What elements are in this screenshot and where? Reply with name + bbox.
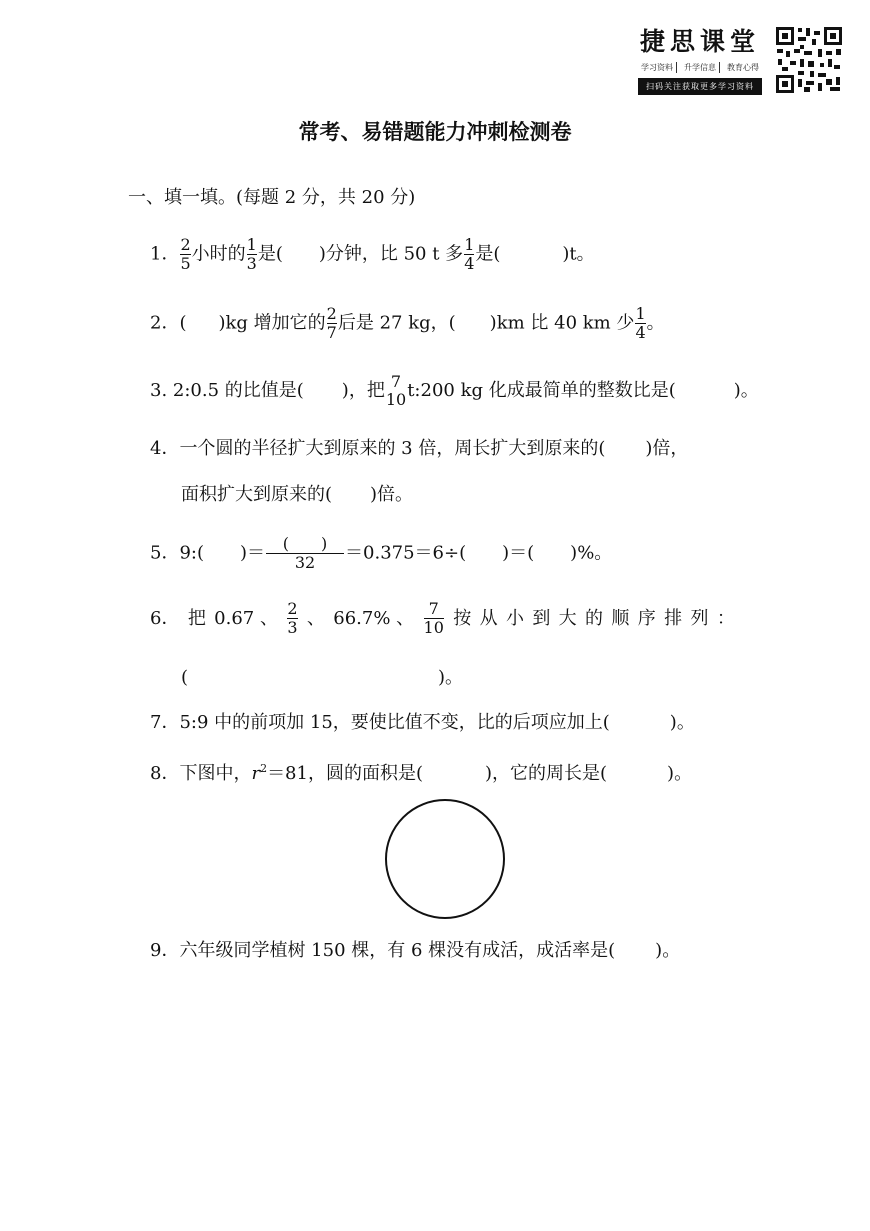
question-text: )，它的周长是( [485, 763, 608, 784]
question-9 [150, 939, 680, 963]
brand-block [638, 22, 762, 95]
question-text: 小时的 [191, 243, 246, 265]
brand-tag: 学习资料 [638, 62, 677, 73]
page-title: 常考、易错题能力冲刺检测卷 [298, 120, 572, 144]
question-text: ＝0.375＝6÷( [345, 542, 467, 564]
question-text: 是( [475, 243, 501, 265]
question-text: 到 [532, 607, 551, 629]
question-2 [150, 305, 665, 342]
question-text: 把 [187, 607, 206, 629]
question-text: )。 [669, 712, 695, 733]
question-text: 按 [453, 607, 472, 629]
question-text: 、 [306, 607, 325, 629]
question-6-line-1 [150, 600, 735, 637]
exponent: 2 [260, 762, 268, 775]
question-text: 3. 2:0.5 的比值是( [150, 380, 304, 401]
question-text: 大 [558, 607, 577, 629]
fraction: $\frac{7}{10}$ [423, 599, 444, 637]
question-text: 面积扩大到原来的( [181, 484, 333, 505]
fraction: $\frac{( )}{32}$ [266, 535, 344, 572]
brand-name: 捷思课堂 [639, 27, 760, 56]
circle-figure [383, 797, 507, 921]
question-number: 1． [150, 243, 180, 265]
question-text: 序 [637, 607, 656, 629]
qr-code-icon [774, 25, 844, 95]
circle-shape [386, 800, 504, 918]
question-text: 4．一个圆的半径扩大到原来的 3 倍，周长扩大到原来的( [150, 438, 606, 459]
question-text: 排 [664, 607, 683, 629]
question-text: )。 [655, 940, 681, 961]
question-text: )kg 增加它的 [218, 312, 326, 334]
fraction: $\frac{1}{4}$ [464, 235, 475, 273]
question-text: 的 [585, 607, 604, 629]
question-text: 从 [479, 607, 498, 629]
question-text: 66.7% 、 [333, 607, 415, 629]
question-8 [150, 757, 692, 786]
question-text: 。 [646, 312, 665, 334]
question-7 [150, 711, 695, 735]
question-text: 列 [690, 607, 709, 629]
answer-blank[interactable]: ( ) [282, 534, 328, 553]
question-text: 7．5:9 中的前项加 15，要使比值不变，比的后项应加上( [150, 712, 610, 733]
question-text: ( [181, 667, 189, 688]
question-text: )分钟，比 50 t 多 [318, 243, 464, 265]
question-text: ＝81，圆的面积是( [267, 763, 423, 784]
question-text: )＝( [502, 542, 535, 564]
brand-bar: 扫码关注获取更多学习资料 [638, 78, 762, 95]
question-text: t:200 kg 化成最简单的整数比是( [407, 380, 676, 401]
question-text: )，把 [341, 380, 385, 401]
question-text: )%。 [570, 542, 613, 564]
question-text: 5．9:( [150, 542, 204, 564]
question-1 [150, 236, 595, 273]
question-5 [150, 535, 612, 572]
brand-tag: 教育心得 [727, 63, 759, 72]
question-4-line-1 [150, 437, 688, 461]
section-heading: 一、填一填。(每题 2 分，共 20 分) [128, 187, 416, 208]
question-number: 2． [150, 312, 180, 334]
question-text: 顺 [611, 607, 630, 629]
question-6-line-2 [181, 666, 463, 690]
question-number: 6． [150, 607, 180, 629]
question-text: )km 比 40 km 少 [489, 312, 635, 334]
question-text: 后是 27 kg，( [337, 312, 456, 334]
fraction: $\frac{1}{4}$ [635, 304, 646, 342]
question-3 [150, 373, 759, 409]
question-text: )t。 [562, 243, 595, 265]
variable-r: r [251, 763, 261, 784]
brand-tag: 升学信息 [681, 62, 720, 73]
question-text: )倍。 [370, 484, 414, 505]
question-text: 是( [257, 243, 283, 265]
question-text: 小 [505, 607, 524, 629]
brand-tags [638, 62, 762, 73]
question-text: )。 [733, 380, 759, 401]
fraction: $\frac{2}{7}$ [326, 304, 337, 342]
question-text: )＝ [240, 542, 266, 564]
question-text: ： [716, 607, 735, 629]
question-text: )倍， [645, 438, 689, 459]
fraction: $\frac{2}{3}$ [287, 599, 298, 637]
question-4-line-2 [181, 483, 413, 507]
question-text: 9．六年级同学植树 150 棵，有 6 棵没有成活，成活率是( [150, 940, 616, 961]
question-text: ( [179, 312, 187, 334]
fraction: $\frac{1}{3}$ [246, 235, 257, 273]
question-text: )。 [667, 763, 693, 784]
fraction: $\frac{2}{5}$ [180, 235, 191, 273]
question-text: 8．下图中， [150, 763, 252, 784]
question-text: )。 [438, 667, 464, 688]
fraction: 7 10 [385, 372, 407, 409]
question-text: 0.67 、 [214, 607, 278, 629]
